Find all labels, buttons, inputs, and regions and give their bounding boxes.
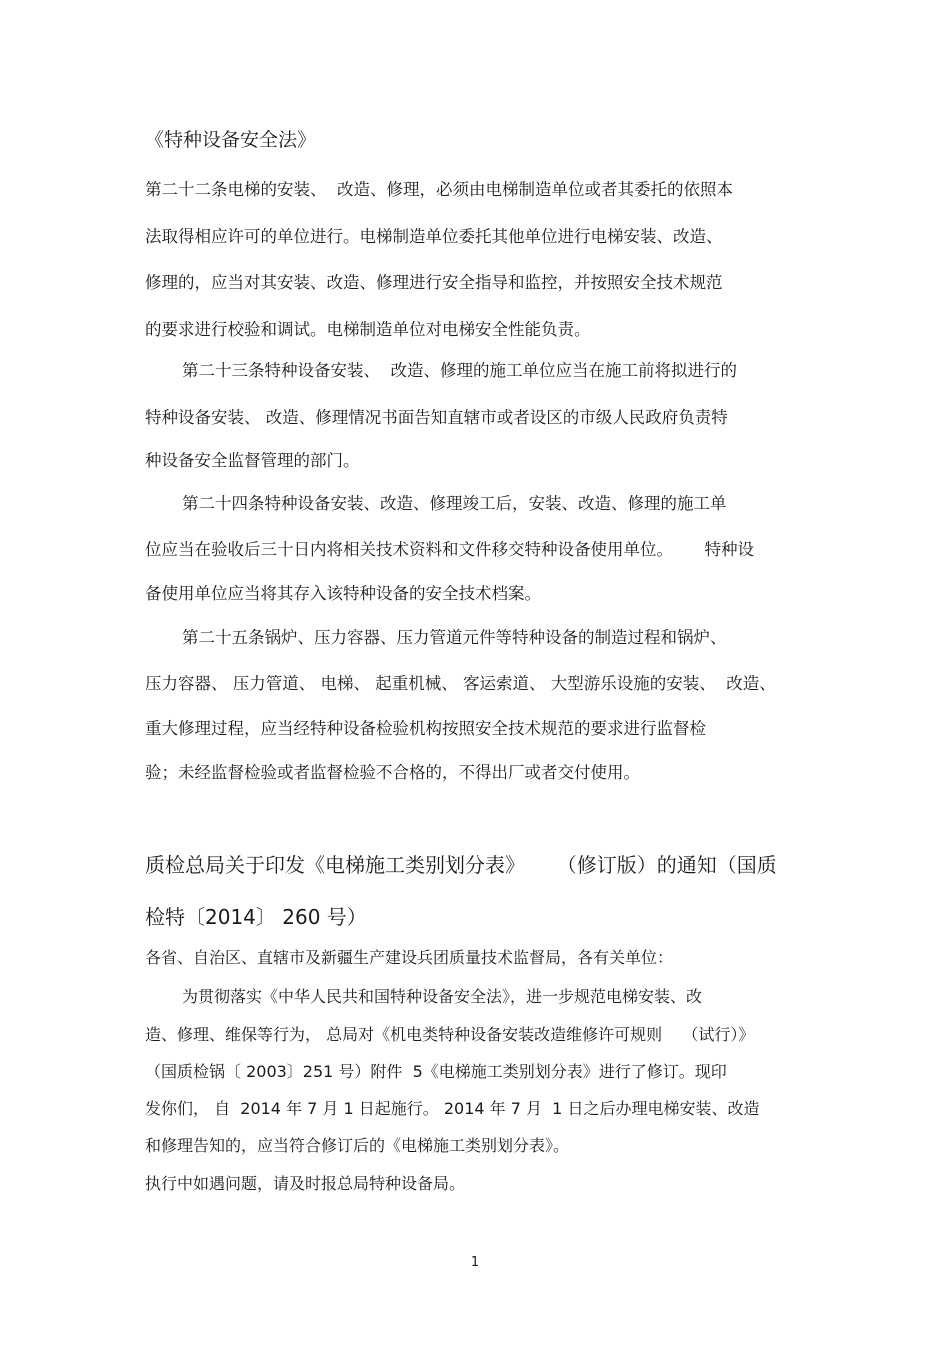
notice-line-1: 为贯彻落实《中华人民共和国特种设备安全法》，进一步规范电梯安装、改 xyxy=(182,987,703,1006)
article-22-line-2: 法取得相应许可的单位进行。电梯制造单位委托其他单位进行电梯安装、改造、 xyxy=(145,227,723,246)
article-23-line-1: 第二十三条特种设备安装、 改造、修理的施工单位应当在施工前将拟进行的 xyxy=(182,361,737,380)
article-23-line-3: 种设备安全监督管理的部门。 xyxy=(145,451,360,470)
notice-line-2: 造、修理、维保等行为， 总局对《机电类特种设备安装改造维修许可规则 （试行）》 xyxy=(145,1025,755,1044)
article-24-line-1: 第二十四条特种设备安装、改造、修理竣工后，安装、改造、修理的施工单 xyxy=(182,494,727,513)
notice-line-5: 和修理告知的，应当符合修订后的《电梯施工类别划分表》。 xyxy=(145,1136,570,1155)
article-22-line-1: 第二十二条电梯的安装、 改造、修理，必须由电梯制造单位或者其委托的依照本 xyxy=(145,180,733,199)
article-22-line-4: 的要求进行校验和调试。电梯制造单位对电梯安全性能负责。 xyxy=(145,320,591,339)
notice-line-3: （国质检锅〔 2003〕251 号）附件 5《电梯施工类别划分表》进行了修订。现印 xyxy=(145,1062,727,1081)
article-24-line-3: 备使用单位应当将其存入该特种设备的安全技术档案。 xyxy=(145,584,541,603)
notice-line-6: 执行中如遇问题，请及时报总局特种设备局。 xyxy=(145,1174,466,1193)
article-23-line-2: 特种设备安装、 改造、修理情况书面告知直辖市或者设区的市级人民政府负责特 xyxy=(145,408,728,427)
article-25-line-4: 验；未经监督检验或者监督检验不合格的，不得出厂或者交付使用。 xyxy=(145,763,640,782)
article-24-line-2: 位应当在验收后三十日内将相关技术资料和文件移交特种设备使用单位。 特种设 xyxy=(145,540,754,559)
article-25-line-3: 重大修理过程，应当经特种设备检验机构按照安全技术规范的要求进行监督检 xyxy=(145,719,706,738)
notice-title-line-2: 检特〔2014〕 260 号） xyxy=(145,905,367,929)
article-25-line-1: 第二十五条锅炉、压力容器、压力管道元件等特种设备的制造过程和锅炉、 xyxy=(182,628,727,647)
article-22-line-3: 修理的，应当对其安装、改造、修理进行安全指导和监控，并按照安全技术规范 xyxy=(145,273,723,292)
notice-line-4: 发你们， 自 2014 年 7 月 1 日起施行。 2014 年 7 月 1 日之后办理电梯安装、改造 xyxy=(145,1099,760,1118)
law-title: 《特种设备安全法》 xyxy=(145,129,317,151)
salutation: 各省、自治区、直辖市及新疆生产建设兵团质量技术监督局，各有关单位： xyxy=(145,948,674,967)
article-25-line-2: 压力容器、 压力管道、 电梯、 起重机械、 客运索道、 大型游乐设施的安装、 改造、 xyxy=(145,674,776,693)
page-number: 1 xyxy=(470,1255,480,1270)
notice-title-line-1: 质检总局关于印发《电梯施工类别划分表》 （修订版）的通知（国质 xyxy=(145,853,777,877)
